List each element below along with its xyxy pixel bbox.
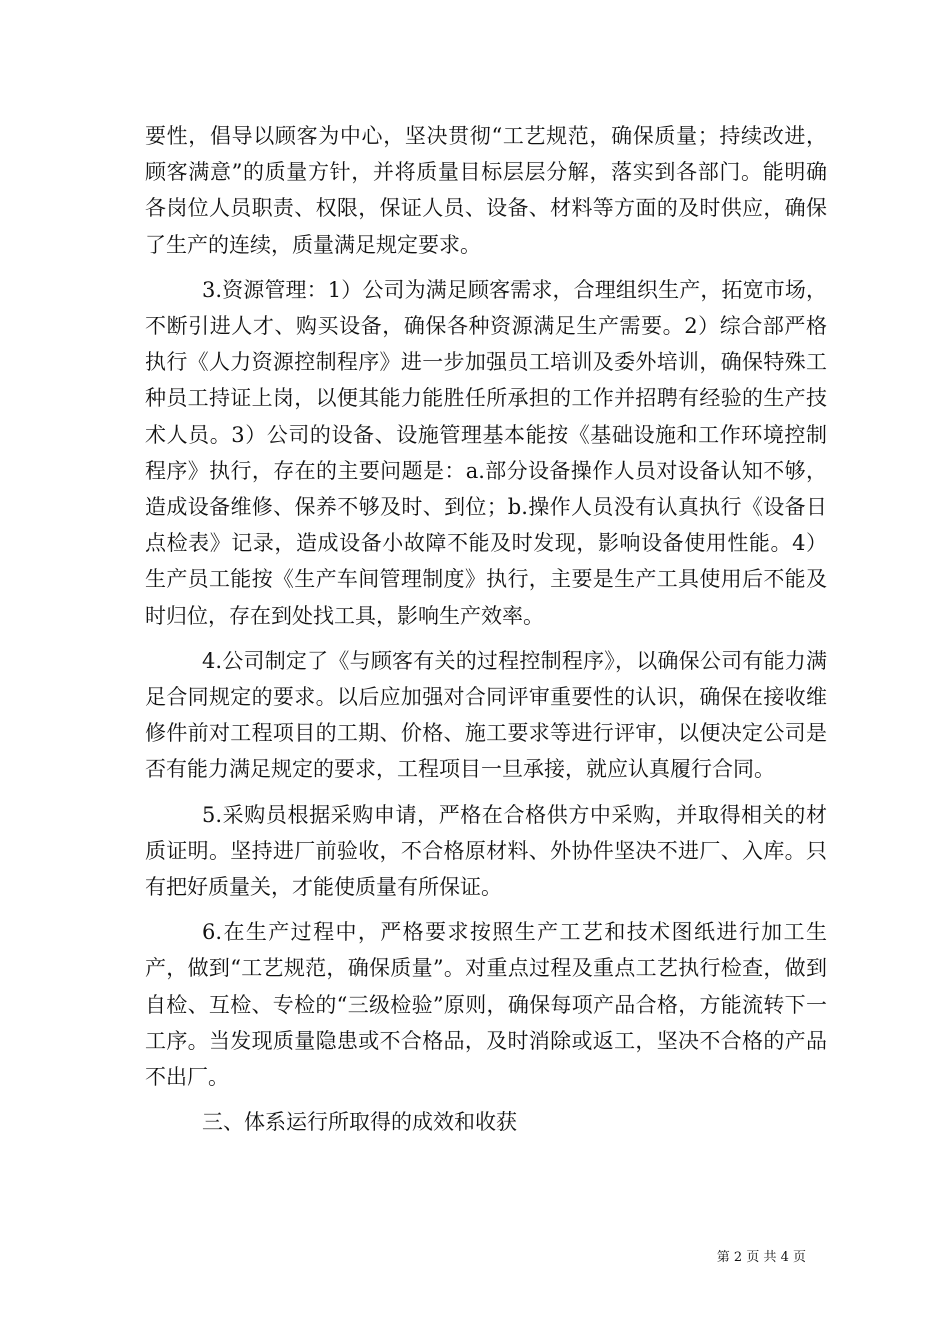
paragraph-quality-policy: 要性，倡导以顾客为中心，坚决贯彻“工艺规范，确保质量；持续改进，顾客满意”的质量方针，并将质量目标层层分解，落实到各部门。能明确各岗位人员职责、权限，保证人员、设备、材料等方面的及时供应，确保了生产的连续，质量满足规定要求。 <box>145 124 827 257</box>
paragraph-resource-management: 3.资源管理：1）公司为满足顾客需求，合理组织生产，拓宽市场，不断引进人才、购买设备，确保各种资源满足生产需要。2）综合部严格执行《人力资源控制程序》进一步加强员工培训及委外培训，确保特殊工种员工持证上岗，以便其能力能胜任所承担的工作并招聘有经验的生产技术人员。3）公司的设备、设施管理基本能按《基础设施和工作环境控制程序》执行，存在的主要问题是：a.部分设备操作人员对设备认知不够，造成设备维修、保养不够及时、到位；b.操作人员没有认真执行《设备日点检表》记录，造成设备小故障不能及时发现，影响设备使用性能。4）生产员工能按《生产车间管理制度》执行，主要是生产工具使用后不能及时归位，存在到处找工具，影响生产效率。 <box>145 277 827 628</box>
paragraph-purchasing: 5.采购员根据采购申请，严格在合格供方中采购，并取得相关的材质证明。坚持进厂前验收，不合格原材料、外协件坚决不进厂、入库。只有把好质量关，才能使质量有所保证。 <box>145 802 827 900</box>
paragraph-production: 6.在生产过程中，严格要求按照生产工艺和技术图纸进行加工生产，做到“工艺规范，确保质量”。对重点过程及重点工艺执行检查，做到自检、互检、专检的“三级检验”原则，确保每项产品合格，方能流转下一工序。当发现质量隐患或不合格品，及时消除或返工，坚决不合格的产品不出厂。 <box>145 920 827 1090</box>
paragraph-customer-process: 4.公司制定了《与顾客有关的过程控制程序》，以确保公司有能力满足合同规定的要求。以后应加强对合同评审重要性的认识，确保在接收维修件前对工程项目的工期、价格、施工要求等进行评审，以便决定公司是否有能力满足规定的要求，工程项目一旦承接，就应认真履行合同。 <box>145 648 827 782</box>
page-number: 第 2 页 共 4 页 <box>716 1250 806 1265</box>
section-heading: 三、体系运行所取得的成效和收获 <box>202 1110 517 1135</box>
document-body <box>145 118 827 1140</box>
